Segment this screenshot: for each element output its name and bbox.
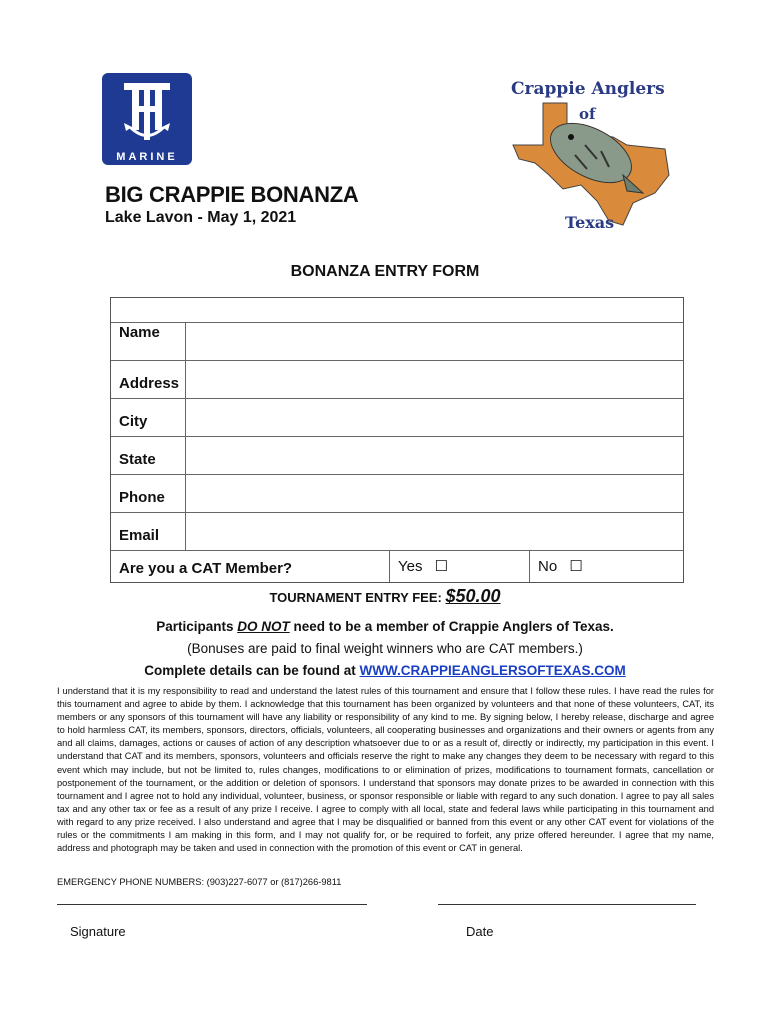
logo-text-of: of: [579, 105, 596, 123]
address-field[interactable]: [186, 361, 683, 398]
yes-option[interactable]: [398, 557, 448, 575]
date-line[interactable]: [438, 904, 696, 905]
logo-text-texas: Texas: [565, 213, 615, 232]
liability-waiver: I understand that it is my responsibility to read and understand the latest rules of this tournament and ensure that I follow these rules. I have read the rules for this tournament and agree to abide by them. I acknowledge that this tournament has been organized by volunteers and that none of these volunteers, CAT, its members or any sponsors of this tournament will have any liability or responsibility of any kind to me. By signing below, I hereby release, discharge and agree to hold harmless CAT, its members, sponsors, directors, officials, volunteers, all cooperating businesses and organizations and their owners or agents from any and all claims, damages, actions or causes of action of any description whatsoever due to or as a result of, directly or indirectly, my participation in this event. I understand that CAT and its members, sponsors, volunteers and officials reserve the right to make any changes they deem to be necessary with regard to this event which may include, but not be limited to, rules changes, modifications to or elimination of prizes, modifications to tournament formats, cancellation or postponement of the tournament, or the addition or deletion of sponsors. I understand that sponsors may donate prizes to be awarded in connection with this tournament and I agree not to hold any individual, volunteer, business, or sponsor responsible or liable with regard to any such donation. I agree to pay all sales tax and any other tax or fee as a result of any prize I receive. I agree to comply with all local, state and federal laws while participating in this tournament and with regard to any prize received. I also understand and agree that I may be disqualified or banned from this event or any other CAT event for violations of the rules or the commitments I am making in this form, and I may not qualify for, or be required to forfeit, any prize offered hereunder. I agree that my name, address and photograph may be taken and used in connection with the promotion of this event or CAT in general.: [57, 686, 714, 854]
state-label: State: [119, 451, 156, 468]
event-subtitle: Lake Lavon - May 1, 2021: [105, 209, 297, 226]
entry-fee: [0, 586, 770, 607]
email-label: Email: [119, 527, 160, 544]
logo-text-crappie-anglers: Crappie Anglers: [511, 79, 665, 99]
event-title: BIG CRAPPIE BONANZA: [105, 182, 359, 207]
date-label: Date: [466, 924, 494, 939]
no-option[interactable]: [538, 557, 583, 575]
th-monogram-icon: [102, 73, 192, 151]
signature-line[interactable]: [57, 904, 367, 905]
details-note: [0, 663, 770, 678]
phone-label: Phone: [119, 489, 165, 506]
column-divider: [389, 550, 390, 582]
marine-text: MARINE: [116, 151, 178, 163]
details-pre: Complete details can be found at: [144, 663, 360, 678]
entry-form-table: [110, 297, 684, 583]
entry-fee-label: TOURNAMENT ENTRY FEE:: [269, 590, 442, 605]
website-link[interactable]: WWW.CRAPPIEANGLERSOFTEXAS.COM: [359, 663, 626, 678]
no-checkbox[interactable]: ☐: [569, 558, 583, 575]
entry-fee-amount: $50.00: [445, 586, 501, 606]
participants-note: [0, 619, 770, 634]
state-field[interactable]: [186, 437, 683, 474]
participants-pre: Participants: [156, 619, 238, 634]
cat-member-question: Are you a CAT Member?: [119, 560, 293, 577]
column-divider: [529, 550, 530, 582]
name-field[interactable]: [186, 323, 683, 360]
email-field[interactable]: [186, 513, 683, 550]
name-label: Name: [119, 324, 160, 341]
participants-post: need to be a member of Crappie Anglers of Texas.: [289, 619, 614, 634]
address-label: Address: [119, 375, 180, 392]
emergency-numbers: EMERGENCY PHONE NUMBERS: (903)227-6077 or (817)266-9811: [57, 877, 342, 887]
city-field[interactable]: [186, 399, 683, 436]
signature-label: Signature: [70, 924, 126, 939]
participants-emphasis: DO NOT: [237, 619, 290, 634]
yes-label: Yes: [398, 558, 423, 575]
city-label: City: [119, 413, 148, 430]
row-divider: [111, 550, 683, 551]
yes-checkbox[interactable]: ☐: [434, 558, 449, 575]
crappie-anglers-logo: [505, 75, 685, 235]
texas-fish-icon: [505, 75, 685, 235]
bonuses-note: (Bonuses are paid to final weight winners who are CAT members.): [187, 641, 583, 656]
phone-field[interactable]: [186, 475, 683, 512]
no-label: No: [538, 558, 558, 575]
form-heading: BONANZA ENTRY FORM: [290, 263, 480, 280]
th-marine-logo: [102, 73, 192, 165]
